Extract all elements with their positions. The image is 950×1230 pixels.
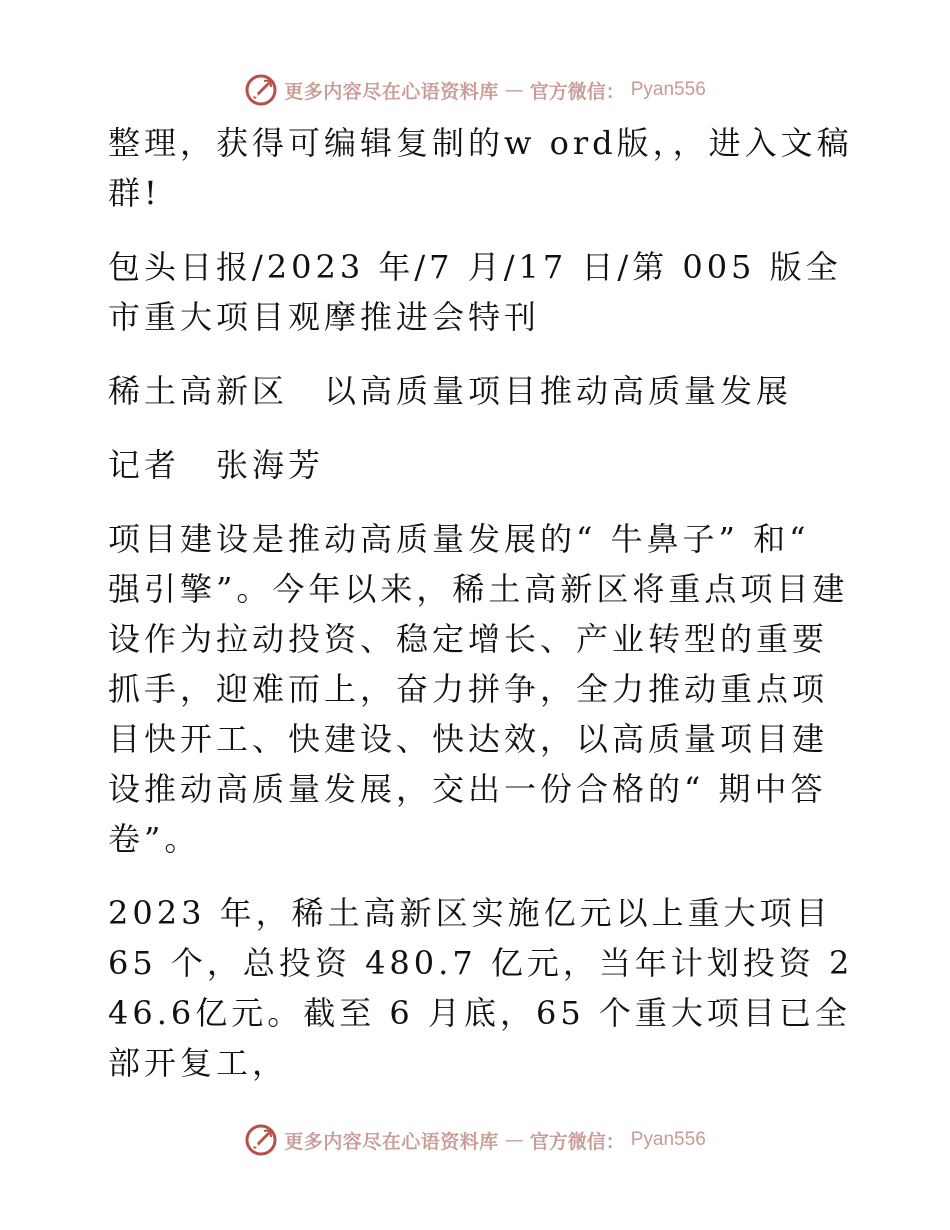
document-body <box>96 118 856 1112</box>
banner-label: 官方微信： <box>529 80 625 103</box>
header-watermark <box>0 70 950 110</box>
quill-seal-icon <box>244 73 278 107</box>
banner-wechat-id: Pyan556 <box>630 79 706 100</box>
banner-label: 官方微信： <box>529 1130 625 1153</box>
article-byline: 记者 张海芳 <box>108 446 325 484</box>
paragraph-body-1: 项目建设是推动高质量发展的“ 牛鼻子” 和“ 强引擎”。今年以来，稀土高新区将重点项目建设作为拉动投资、稳定增长、产业转型的重要抓手，迎难而上，奋力拼争，全力推动重点项目快开工、快建设、快达效，以高质量项目建设推动高质量发展，交出一份合格的“ 期中答卷”。 <box>108 520 849 858</box>
banner-wechat-id: Pyan556 <box>630 1129 706 1150</box>
banner-brand: 更多内容尽在心语资料库 <box>284 80 499 103</box>
paragraph-body-2: 2023 年，稀土高新区实施亿元以上重大项目 65 个，总投资 480.7 亿元，当年计划投资 246.6亿元。截至 6 月底，65 个重大项目已全部开复工， <box>108 894 854 1082</box>
banner-separator: — <box>504 79 524 101</box>
quill-seal-icon <box>244 1123 278 1157</box>
banner-brand: 更多内容尽在心语资料库 <box>284 1130 499 1153</box>
paragraph-source-line: 包头日报/2023 年/7 月/17 日/第 005 版全市重大项目观摩推进会特刊 <box>108 248 842 336</box>
footer-watermark <box>0 1120 950 1160</box>
banner-separator: — <box>504 1129 524 1151</box>
article-title: 稀土高新区 以高质量项目推动高质量发展 <box>108 372 793 410</box>
paragraph-intro-note: 整理，获得可编辑复制的w ord版，，进入文稿群! <box>108 124 853 212</box>
